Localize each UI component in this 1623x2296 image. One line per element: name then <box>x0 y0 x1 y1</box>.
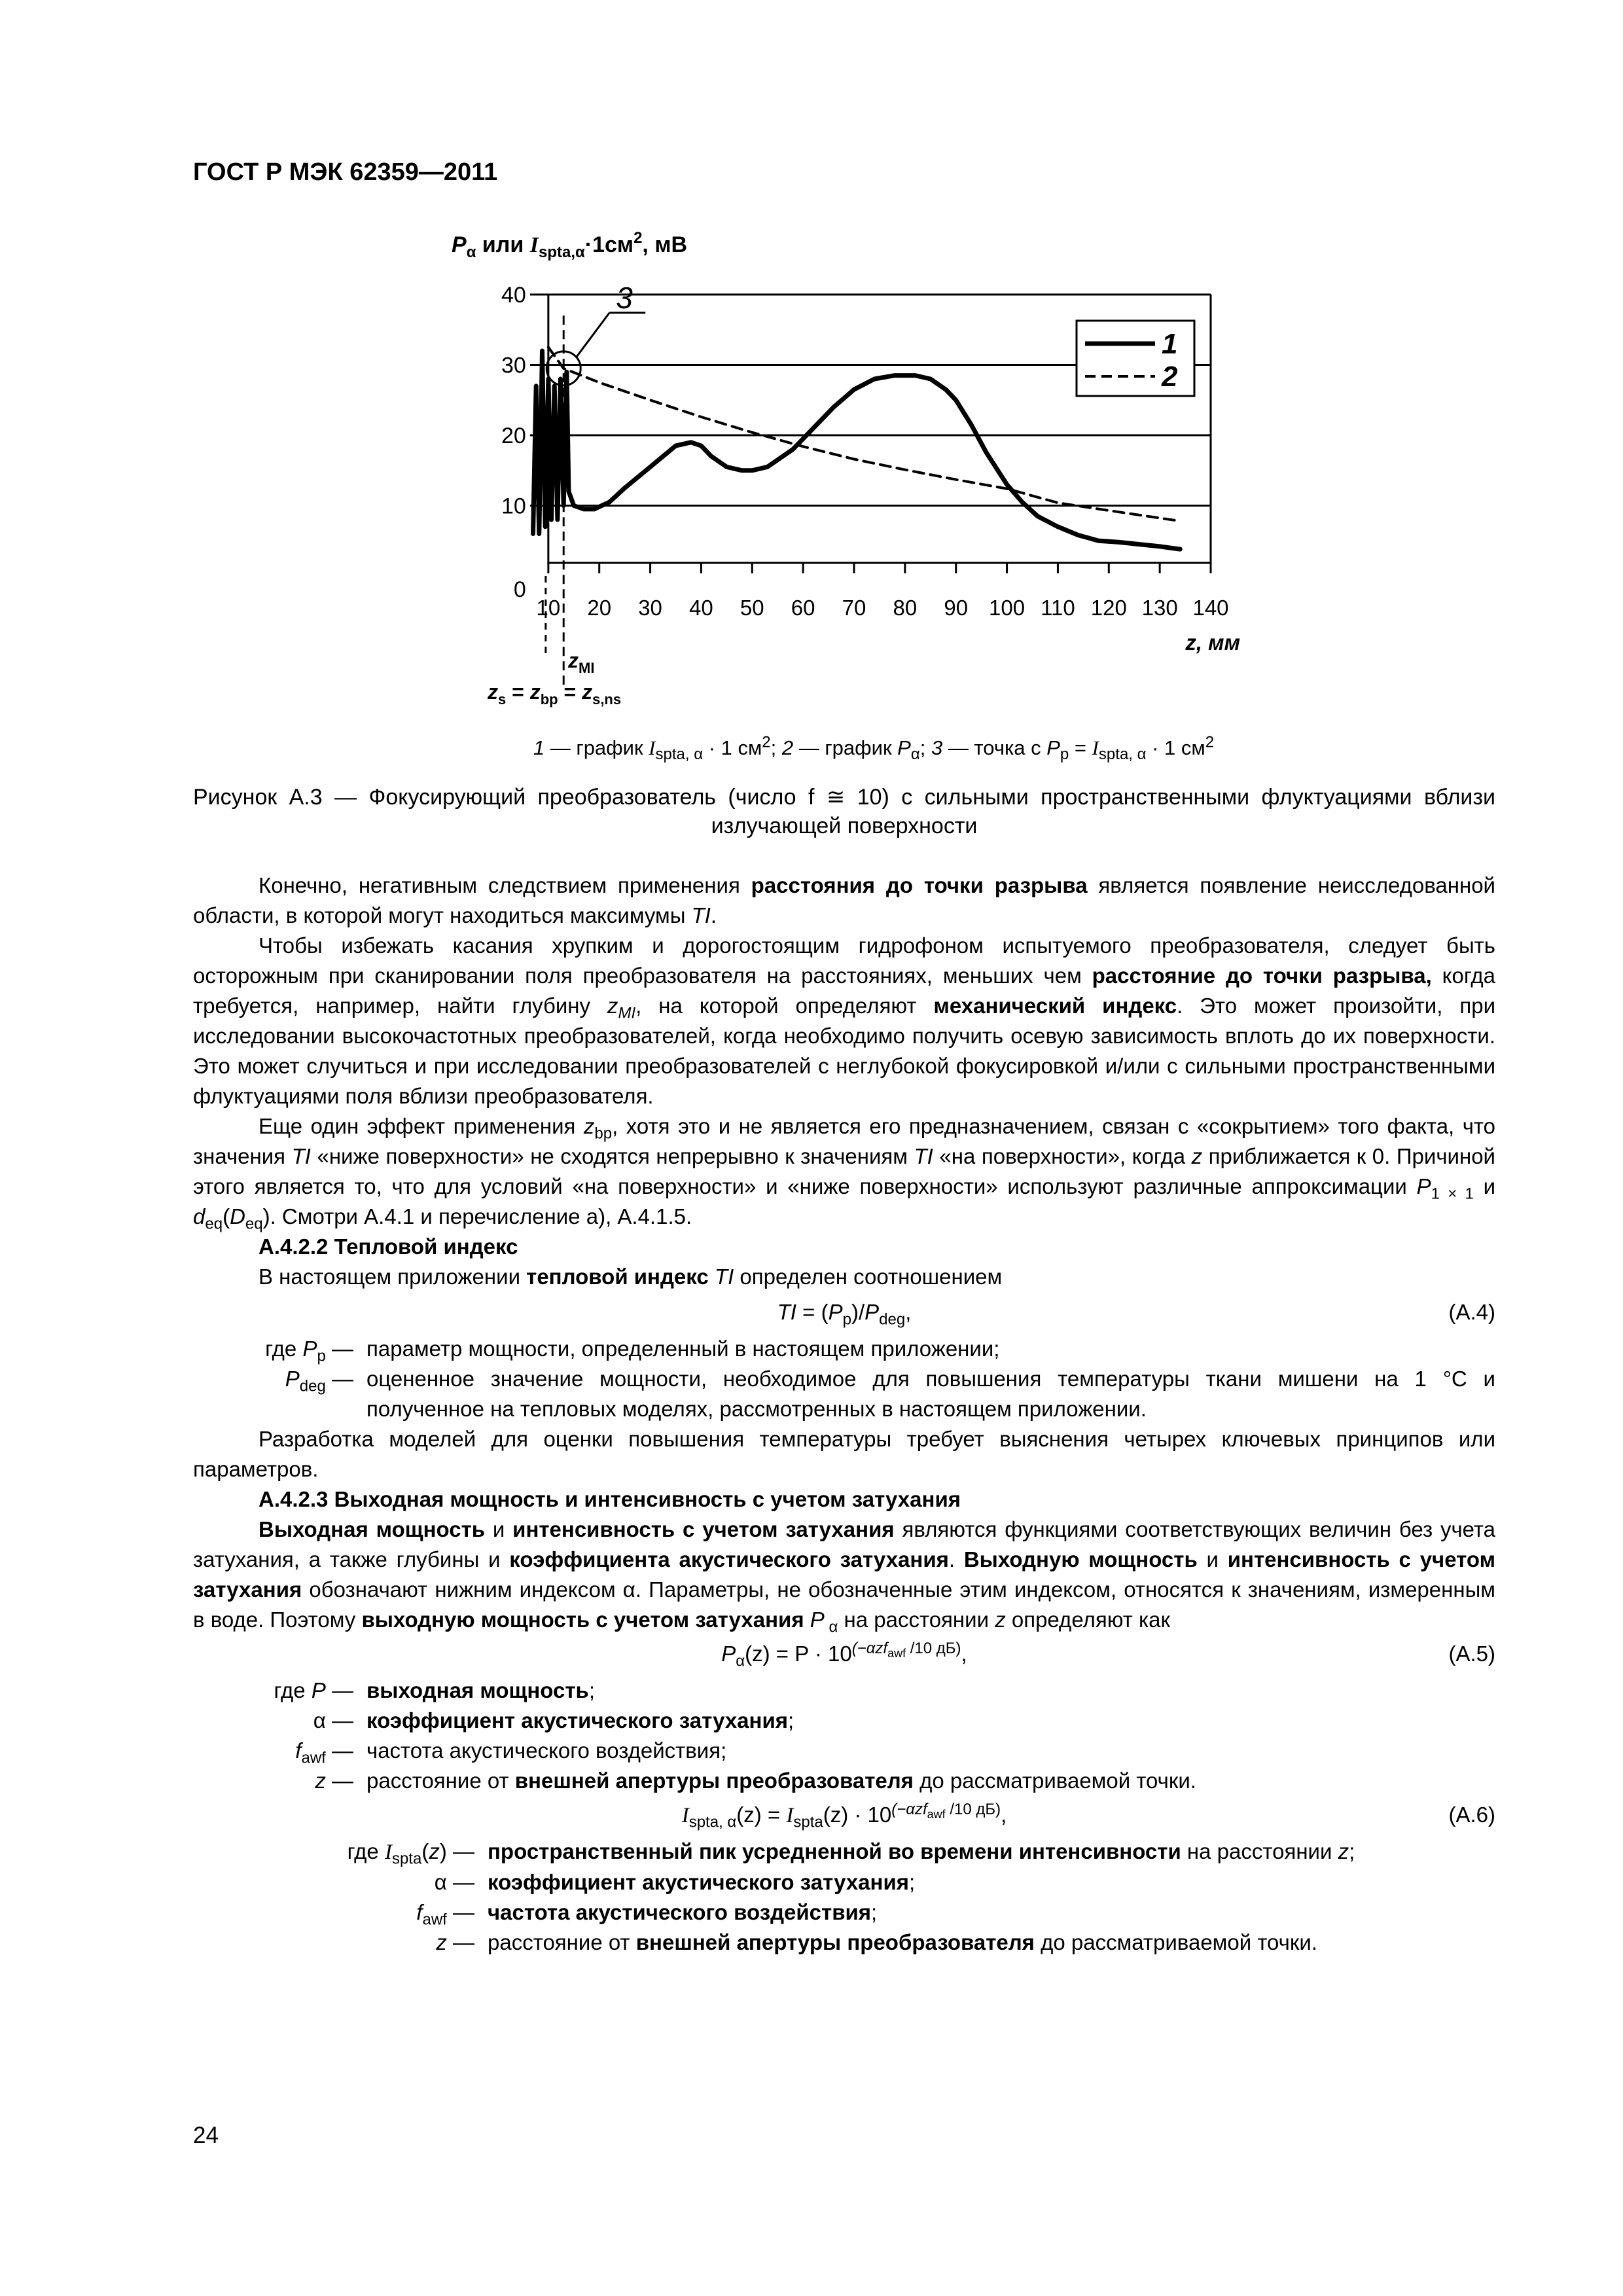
figure-chart <box>419 229 1289 746</box>
definition-text: расстояние от внешней апертуры преобразователя до рассматриваемой точки. <box>366 1768 1196 1793</box>
y-label-i: I <box>529 233 539 257</box>
definition-symbol: $f_{awf}$ — <box>416 1900 474 1929</box>
definition-text: пространственный пик усредненной во времени интенсивности на расстоянии z; <box>488 1839 1355 1863</box>
definition-text: коэффициент акустического затухания; <box>366 1708 794 1732</box>
formula-a6 <box>193 1800 1495 1837</box>
page-number: 24 <box>193 2123 219 2148</box>
y-tick-label: 40 <box>501 283 526 308</box>
y-label-p-sub: α <box>466 243 476 261</box>
definition-symbol: $P_{deg}$ — <box>285 1367 353 1395</box>
definition-symbol: $f_{awf}$ — <box>295 1738 353 1767</box>
x-tick-label: 100 <box>989 596 1026 620</box>
paragraph-6: Выходная мощность и интенсивность с учетом затухания являются функциями соответствующих величин без учета затухания, а также глубины и коэффициента акустического затухания. Выходную мощность и интенсивность с учетом затухания обозначают нижним индексом α. Параметры, не обозначенные этим индексом, относятся к значениям, измеренным в воде. Поэтому выходную мощность с учетом затухания P $_\alpha$ на расстоянии z определяют как <box>193 1517 1495 1636</box>
x-tick-label: 20 <box>587 596 612 620</box>
definition-row <box>193 1837 1495 1867</box>
definition-text: расстояние от внешней апертуры преобразователя до рассматриваемой точки. <box>488 1930 1317 1954</box>
x-tick-label: 30 <box>638 596 662 620</box>
y-label-unit-sup: 2 <box>633 229 643 247</box>
definition-row <box>193 1364 1495 1424</box>
y-label-unit: ·1см <box>584 232 634 257</box>
x-axis-label: z, мм <box>1185 630 1240 655</box>
formula-a4-number: (А.4) <box>1448 1300 1495 1324</box>
formula-a6-number: (А.6) <box>1448 1803 1495 1827</box>
heading-thermal-index: А.4.2.2 Тепловой индекс <box>259 1234 518 1259</box>
paragraph-1: Конечно, негативным следствием применения расстояния до точки разрыва является появление неисследованной области, в которой могут находиться максимумы TI. <box>193 873 1495 927</box>
formula-a5-body: $P_\alpha(z) = P \cdot 10^{(-\alpha zf_{awf} /10 дБ)}$, <box>721 1640 967 1670</box>
formula-a5-number: (А.5) <box>1448 1641 1495 1666</box>
z-annotations <box>487 649 621 708</box>
x-tick-label: 10 <box>536 596 561 620</box>
x-tick-label: 140 <box>1192 596 1229 620</box>
definition-symbol: z — <box>436 1930 474 1954</box>
definitions-a4 <box>193 1334 1495 1424</box>
paragraph-4: В настоящем приложении тепловой индекс TI определен соотношением <box>259 1265 1003 1289</box>
definition-symbol: где $I_{spta}(z)$ — <box>347 1839 474 1868</box>
formula-a5 <box>193 1639 1495 1676</box>
definitions-a5 <box>193 1676 1495 1796</box>
definition-symbol: где P — <box>274 1678 353 1702</box>
definition-row <box>193 1334 1495 1364</box>
definitions-a6 <box>193 1837 1495 1958</box>
paragraph-2: Чтобы избежать касания хрупким и дорогостоящим гидрофоном испытуемого преобразователя, следует быть осторожным при сканировании поля преобразователя на расстояниях, меньших чем расстояние до точки разрыва, когда требуется, например, найти глубину $z_{MI}$, на которой определяют механический индекс. Это может произойти, при исследовании высокочастотных преобразователей, когда необходимо получить осевую зависимость вплоть до их поверхности. Это может случиться и при исследовании преобразователей с неглубокой фокусировкой и/или с сильными пространственными флуктуациями поля вблизи преобразователя. <box>193 933 1496 1108</box>
definition-symbol: α — <box>313 1708 353 1732</box>
definition-row <box>193 1766 1495 1796</box>
x-tick-label: 60 <box>791 596 815 620</box>
x-tick-label: 90 <box>944 596 969 620</box>
formula-a6-body: $I_{spta, \alpha}(z) = I_{spta}(z) \cdot 10^{(-\alpha zf_{awf} /10 дБ)}$, <box>681 1801 1007 1831</box>
chart-legend <box>1077 321 1194 396</box>
zmi-label: $z_{MI}$ <box>568 649 595 676</box>
x-tick-label: 130 <box>1141 596 1178 620</box>
x-tick-label: 80 <box>893 596 918 620</box>
y-label-tail: , мВ <box>642 232 688 257</box>
paragraph-3: Еще один эффект применения $z_{bp}$, хотя это и не является его предназначением, связан с «сокрытием» того факта, что значения TI «ниже поверхности» не сходятся непрерывно к значениям TI «на поверхности», когда z приближается к 0. Причиной этого является то, что для условий «на поверхности» и «ниже поверхности» используют различные аппроксимации $P_{1 \times 1}$ и $d_{eq}(D_{eq})$. Смотри А.4.1 и перечисление а), А.4.1.5. <box>193 1114 1496 1233</box>
definition-row <box>193 1928 1495 1958</box>
x-tick-label: 110 <box>1041 596 1075 620</box>
heading-output-power: А.4.2.3 Выходная мощность и интенсивность с учетом затухания <box>259 1487 961 1511</box>
body-text <box>193 870 1495 1958</box>
annotation-leader <box>577 313 609 357</box>
y-tick-label: 0 <box>513 577 526 602</box>
y-tick-label: 30 <box>501 353 526 378</box>
definition-text: выходная мощность; <box>366 1678 595 1702</box>
figure-caption: Рисунок А.3 — Фокусирующий преобразователь (число f ≅ 10) с сильными пространственными флуктуациями вблизи излучающей поверхности <box>193 785 1495 838</box>
definition-symbol: α — <box>434 1870 474 1894</box>
definition-text: частота акустического воздействия; <box>488 1900 878 1924</box>
formula-a4 <box>193 1297 1495 1334</box>
definition-row <box>193 1867 1495 1897</box>
formula-a4-body: TI = $(P_p)/P_{deg}$, <box>777 1300 912 1329</box>
definition-symbol: z — <box>315 1768 353 1793</box>
figure-legend: 1 — график $I_{spta, \alpha} \cdot 1$ $см^2$; 2 — график $P_\alpha$; 3 — точка с $P_p = I_{spta, \alpha} \cdot 1$ $см^2$ <box>533 733 1215 764</box>
definition-row <box>193 1897 1495 1928</box>
definition-text: коэффициент акустического затухания; <box>488 1870 916 1894</box>
x-tick-label: 120 <box>1090 596 1127 620</box>
x-tick-label: 40 <box>689 596 713 620</box>
definition-text: частота акустического воздействия; <box>366 1738 727 1763</box>
definition-row <box>193 1736 1495 1766</box>
definition-symbol: где $P_p$ — <box>265 1336 353 1365</box>
z-relation-label: $z_s = z_{bp} = z_{s,ns}$ <box>488 680 622 708</box>
definition-row <box>193 1706 1495 1736</box>
paragraph-5: Разработка моделей для оценки повышения температуры требует выяснения четырех ключевых принципов или параметров. <box>193 1427 1495 1481</box>
x-tick-label: 50 <box>740 596 764 620</box>
y-axis-label <box>452 229 687 261</box>
document-header: ГОСТ Р МЭК 62359—2011 <box>193 158 498 186</box>
annotation-point-3 <box>546 281 645 386</box>
y-label-p: P <box>452 232 467 257</box>
y-tick-label: 20 <box>501 423 526 448</box>
annotation-label: 3 <box>616 280 633 315</box>
y-label-i-sub: spta,α <box>538 243 585 261</box>
legend-label-1: 1 <box>1162 328 1178 360</box>
legend-label-2: 2 <box>1162 361 1178 393</box>
x-tick-label: 70 <box>842 596 866 620</box>
y-tick-label: 10 <box>501 493 526 519</box>
y-label-or: или <box>476 232 530 257</box>
definition-row <box>193 1676 1495 1706</box>
definition-text: параметр мощности, определенный в настоящем приложении; <box>366 1336 1000 1361</box>
definition-text: оцененное значение мощности, необходимое для повышения температуры ткани мишени на 1 °С и полученное на тепловых моделях, рассмотренных в настоящем приложении. <box>366 1367 1495 1421</box>
